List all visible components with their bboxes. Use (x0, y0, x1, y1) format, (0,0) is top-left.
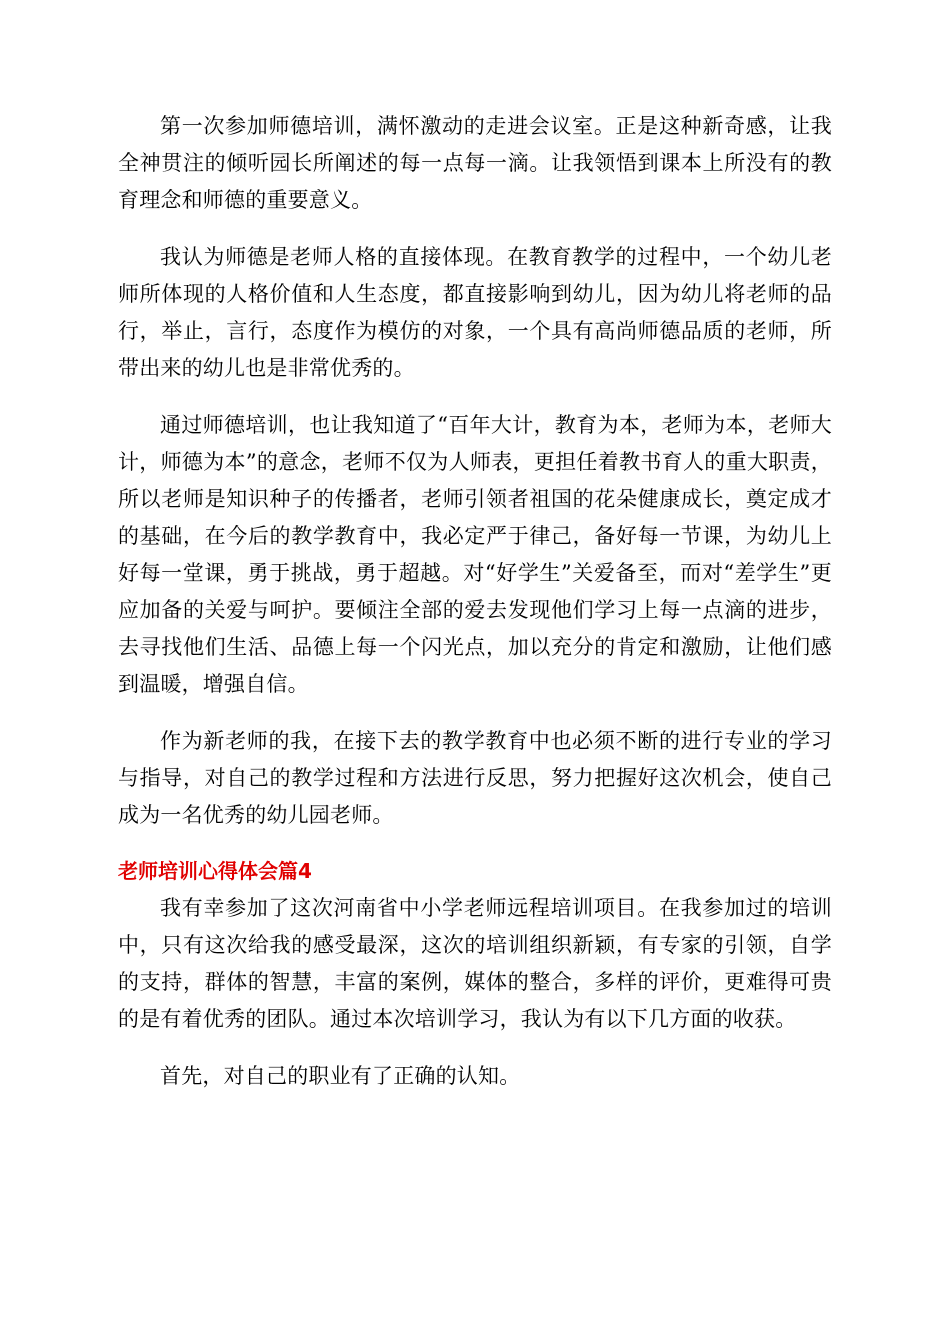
paragraph-3: 通过师德培训，也让我知道了“百年大计，教育为本，老师为本，老师大计，师德为本”的意念，老师不仅为人师表，更担任着教书育人的重大职责，所以老师是知识种子的传播者，老师引领者祖国的花朵健康成长，奠定成才的基础，在今后的教学教育中，我必定严于律己，备好每一节课，为幼儿上好每一堂课，勇于挑战，勇于超越。对“好学生”关爱备至，而对“差学生”更应加备的关爱与呵护。要倾注全部的爱去发现他们学习上每一点滴的进步，去寻找他们生活、品德上每一个闪光点，加以充分的肯定和激励，让他们感到温暖，增强自信。 (118, 413, 832, 696)
paragraph-1: 第一次参加师德培训，满怀激动的走进会议室。正是这种新奇感，让我全神贯注的倾听园长所阐述的每一点每一滴。让我领悟到课本上所没有的教育理念和师德的重要意义。 (118, 114, 832, 212)
section-heading: 老师培训心得体会篇4 (118, 859, 312, 883)
paragraph-4: 作为新老师的我，在接下去的教学教育中也必须不断的进行专业的学习与指导，对自己的教学过程和方法进行反思，努力把握好这次机会，使自己成为一名优秀的幼儿园老师。 (118, 729, 832, 827)
paragraph-5: 我有幸参加了这次河南省中小学老师远程培训项目。在我参加过的培训中，只有这次给我的感受最深，这次的培训组织新颖，有专家的引领，自学的支持，群体的智慧，丰富的案例，媒体的整合，多样的评价，更难得可贵的是有着优秀的团队。通过本次培训学习，我认为有以下几方面的收获。 (118, 896, 832, 1031)
document-page (118, 108, 832, 1115)
paragraph-6: 首先，对自己的职业有了正确的认知。 (160, 1064, 521, 1088)
paragraph-2: 我认为师德是老师人格的直接体现。在教育教学的过程中，一个幼儿老师所体现的人格价值和人生态度，都直接影响到幼儿，因为幼儿将老师的品行，举止，言行，态度作为模仿的对象，一个具有高尚师德品质的老师，所带出来的幼儿也是非常优秀的。 (118, 245, 832, 380)
